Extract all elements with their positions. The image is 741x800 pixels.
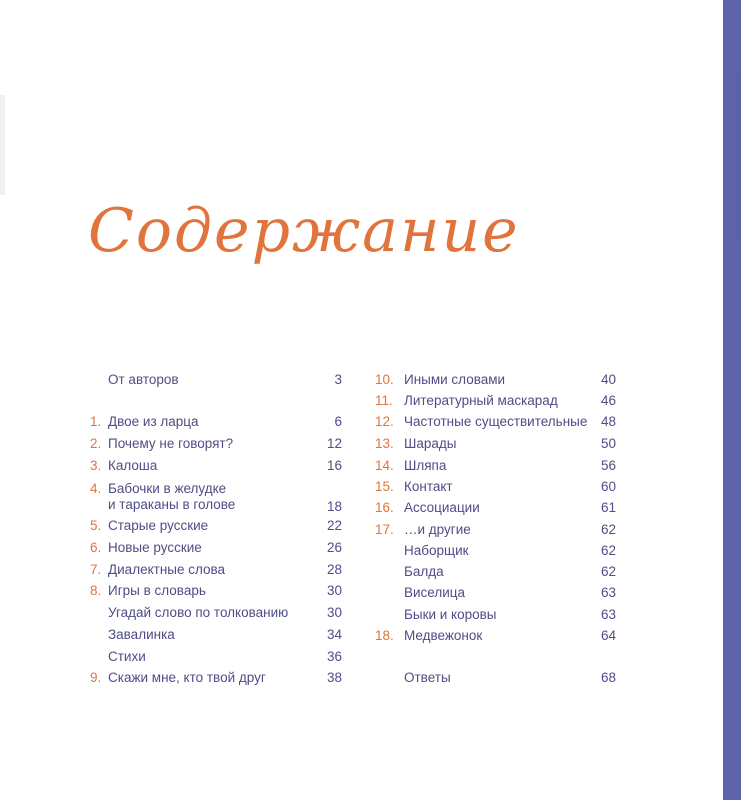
toc-label: …и другие: [404, 522, 471, 537]
toc-entry[interactable]: [375, 369, 616, 391]
toc-entry[interactable]: [90, 411, 342, 433]
toc-number: 16.: [375, 500, 394, 515]
toc-number: 15.: [375, 479, 394, 494]
toc-number: 1.: [90, 414, 102, 429]
toc-label: Новые русские: [108, 540, 202, 555]
toc-entry[interactable]: [375, 455, 616, 477]
side-band-notch: [735, 70, 741, 240]
toc-entry[interactable]: [90, 369, 342, 391]
toc-page-number: 50: [600, 436, 616, 451]
toc-number: 17.: [375, 522, 394, 537]
toc-page-number: 34: [326, 627, 342, 642]
toc-label: Игры в словарь: [108, 583, 206, 598]
toc-page-number: 62: [600, 564, 616, 579]
toc-label: Ассоциации: [404, 500, 480, 515]
toc-number: 18.: [375, 628, 394, 643]
toc-page-number: 56: [600, 458, 616, 473]
toc-label: Литературный маскарад: [404, 393, 558, 408]
toc-page-number: 63: [600, 585, 616, 600]
toc-entry[interactable]: [90, 559, 342, 581]
toc-page-number: 68: [600, 670, 616, 685]
toc-entry[interactable]: [90, 602, 342, 624]
toc-page-number: 6: [334, 414, 342, 429]
toc-entry[interactable]: [90, 580, 342, 602]
toc-label: Шарады: [404, 436, 457, 451]
toc-entry[interactable]: [375, 667, 616, 689]
toc-label: Медвежонок: [404, 628, 483, 643]
toc-label-line-1: Бабочки в желудке: [108, 481, 227, 496]
toc-page-number: 30: [326, 605, 342, 620]
toc-page-number: 38: [326, 670, 342, 685]
toc-label: [108, 481, 235, 513]
toc-label: Быки и коровы: [404, 607, 497, 622]
toc-page-number: 26: [326, 540, 342, 555]
toc-page-number: 48: [600, 414, 616, 429]
toc-label: Калоша: [108, 458, 158, 473]
toc-entry[interactable]: [375, 519, 616, 541]
toc-label: Частотные существительные: [404, 414, 588, 429]
toc-entry[interactable]: [375, 476, 616, 498]
toc-page-number: 28: [326, 562, 342, 577]
page-edge-strip: [0, 95, 5, 195]
toc-label: Балда: [404, 564, 444, 579]
toc-entry[interactable]: [375, 433, 616, 455]
toc-number: 13.: [375, 436, 394, 451]
toc-label: Контакт: [404, 479, 453, 494]
toc-label: Скажи мне, кто твой друг: [108, 670, 266, 685]
toc-label: От авторов: [108, 372, 179, 387]
toc-number: 3.: [90, 458, 102, 473]
toc-page-number: 63: [600, 607, 616, 622]
toc-label: Старые русские: [108, 518, 209, 533]
toc-number: 6.: [90, 540, 102, 555]
toc-page-number: 62: [600, 522, 616, 537]
toc-label: Стихи: [108, 649, 146, 664]
toc-entry[interactable]: [375, 497, 616, 519]
toc-page-number: 22: [326, 518, 342, 533]
toc-entry[interactable]: [375, 561, 616, 583]
toc-number: 4.: [90, 481, 102, 496]
toc-label: Виселица: [404, 585, 466, 600]
toc-page-number: 40: [600, 372, 616, 387]
toc-page-number: 62: [600, 543, 616, 558]
toc-entry[interactable]: [90, 537, 342, 559]
toc-label: Иными словами: [404, 372, 506, 387]
toc-entry[interactable]: [375, 604, 616, 626]
toc-number: 8.: [90, 583, 102, 598]
toc-page-number: 61: [600, 500, 616, 515]
toc-label-line-2: и тараканы в голове: [108, 497, 236, 512]
toc-label: Наборщик: [404, 543, 469, 558]
toc-entry[interactable]: [375, 540, 616, 562]
toc-number: 11.: [375, 393, 393, 408]
side-color-band: [723, 0, 741, 800]
toc-entry[interactable]: [375, 625, 616, 647]
toc-entry[interactable]: [90, 646, 342, 668]
toc-entry[interactable]: [375, 582, 616, 604]
toc-entry[interactable]: [90, 667, 342, 689]
toc-label: Угадай слово по толкованию: [108, 605, 289, 620]
toc-label: Ответы: [404, 670, 451, 685]
toc-number: 2.: [90, 436, 102, 451]
toc-number: 10.: [375, 372, 394, 387]
toc-label: Диалектные слова: [108, 562, 226, 577]
toc-page-number: 12: [326, 436, 342, 451]
toc-page-number: 3: [334, 372, 342, 387]
toc-page-number: 64: [600, 628, 616, 643]
toc-entry[interactable]: [90, 481, 342, 515]
toc-entry[interactable]: [90, 624, 342, 646]
toc-entry[interactable]: [90, 455, 342, 477]
toc-page-number: 30: [326, 583, 342, 598]
toc-number: 5.: [90, 518, 102, 533]
toc-label: Двое из ларца: [108, 414, 199, 429]
toc-page-number: 46: [600, 393, 616, 408]
toc-label: Завалинка: [108, 627, 175, 642]
toc-entry[interactable]: [375, 390, 616, 412]
toc-number: 12.: [375, 414, 394, 429]
toc-label: Почему не говорят?: [108, 436, 234, 451]
page-title: Содержание: [88, 196, 520, 266]
toc-entry[interactable]: [375, 411, 616, 433]
toc-number: 9.: [90, 670, 102, 685]
toc-entry[interactable]: [90, 433, 342, 455]
toc-page-number: 60: [600, 479, 616, 494]
toc-number: 7.: [90, 562, 102, 577]
toc-entry[interactable]: [90, 515, 342, 537]
toc-page-number: 36: [326, 649, 342, 664]
toc-label: Шляпа: [404, 458, 447, 473]
toc-page-number: 16: [326, 458, 342, 473]
toc-number: 14.: [375, 458, 394, 473]
toc-page-number: 18: [326, 499, 342, 514]
